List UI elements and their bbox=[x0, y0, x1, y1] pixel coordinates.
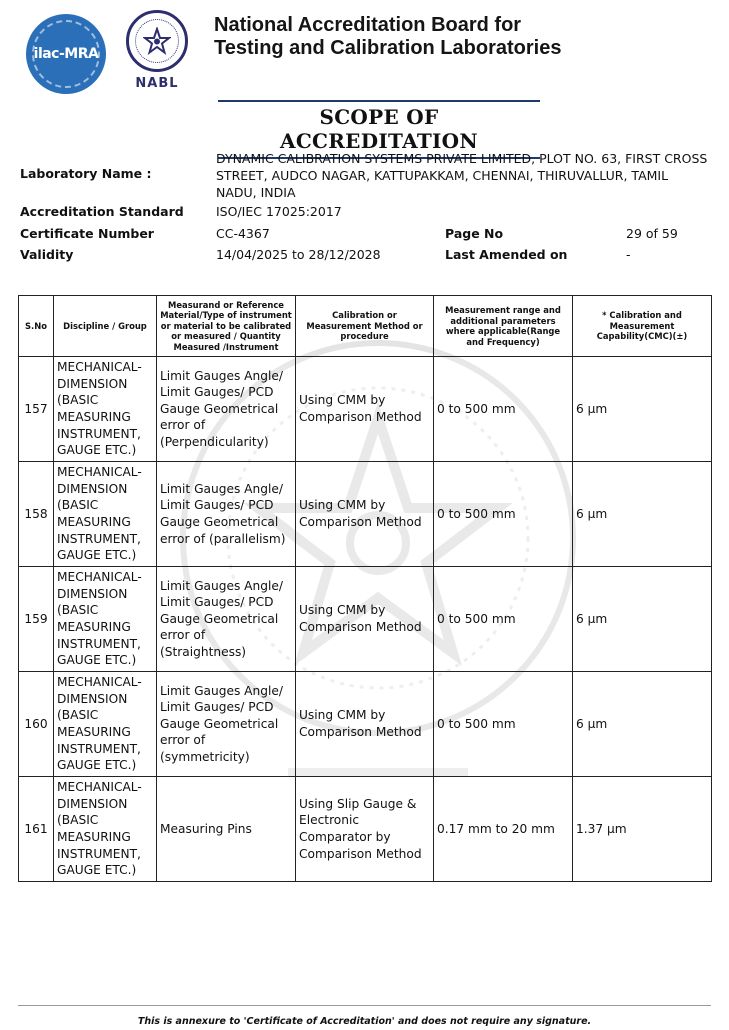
ilac-logo-text: ilac-MRA bbox=[33, 46, 99, 62]
cell-cmc: 6 µm bbox=[573, 357, 712, 462]
table-row bbox=[19, 462, 712, 567]
cell-method: Using CMM by Comparison Method bbox=[296, 567, 434, 672]
nabl-logo bbox=[124, 10, 190, 102]
cell-cmc: 1.37 µm bbox=[573, 777, 712, 882]
cell-range: 0 to 500 mm bbox=[434, 672, 573, 777]
cell-sno: 160 bbox=[19, 672, 54, 777]
ilac-mra-logo bbox=[26, 14, 106, 94]
cell-cmc: 6 µm bbox=[573, 462, 712, 567]
cell-range: 0.17 mm to 20 mm bbox=[434, 777, 573, 882]
cell-measurand: Limit Gauges Angle/ Limit Gauges/ PCD Gauge Geometrical error of (Straightness) bbox=[157, 567, 296, 672]
cell-sno: 157 bbox=[19, 357, 54, 462]
header-discipline: Discipline / Group bbox=[54, 296, 157, 357]
table-row bbox=[19, 567, 712, 672]
board-name bbox=[214, 14, 561, 60]
board-name-line1: National Accreditation Board for bbox=[214, 14, 522, 36]
certificate-label: Certificate Number bbox=[20, 226, 154, 241]
nabl-logo-text: NABL bbox=[135, 76, 179, 91]
cell-method: Using CMM by Comparison Method bbox=[296, 672, 434, 777]
nabl-star-icon bbox=[143, 27, 171, 55]
cell-method: Using CMM by Comparison Method bbox=[296, 357, 434, 462]
cell-range: 0 to 500 mm bbox=[434, 567, 573, 672]
header-sno: S.No bbox=[19, 296, 54, 357]
cell-cmc: 6 µm bbox=[573, 567, 712, 672]
header-measurand: Measurand or Reference Material/Type of instrument or material to be calibrated or measured / Quantity Measured /Instrument bbox=[157, 296, 296, 357]
cell-discipline: MECHANICAL- DIMENSION (BASIC MEASURING INSTRUMENT, GAUGE ETC.) bbox=[54, 777, 157, 882]
cell-sno: 158 bbox=[19, 462, 54, 567]
table-row bbox=[19, 357, 712, 462]
table-header-row bbox=[19, 296, 712, 357]
last-amended-value: - bbox=[626, 247, 631, 262]
cell-range: 0 to 500 mm bbox=[434, 357, 573, 462]
header-cmc: * Calibration and Measurement Capability(CMC)(±) bbox=[573, 296, 712, 357]
header-method: Calibration or Measurement Method or procedure bbox=[296, 296, 434, 357]
footer-note: This is annexure to 'Certificate of Accreditation' and does not require any signature. bbox=[137, 1016, 592, 1027]
footer-divider bbox=[18, 1005, 711, 1006]
nabl-seal-icon bbox=[126, 10, 188, 72]
cell-sno: 161 bbox=[19, 777, 54, 882]
cell-sno: 159 bbox=[19, 567, 54, 672]
cell-measurand: Limit Gauges Angle/ Limit Gauges/ PCD Gauge Geometrical error of (symmetricity) bbox=[157, 672, 296, 777]
cell-method: Using Slip Gauge & Electronic Comparator by Comparison Method bbox=[296, 777, 434, 882]
cell-cmc: 6 µm bbox=[573, 672, 712, 777]
last-amended-label: Last Amended on bbox=[445, 247, 568, 262]
cell-range: 0 to 500 mm bbox=[434, 462, 573, 567]
cell-method: Using CMM by Comparison Method bbox=[296, 462, 434, 567]
cell-measurand: Limit Gauges Angle/ Limit Gauges/ PCD Gauge Geometrical error of (parallelism) bbox=[157, 462, 296, 567]
cell-discipline: MECHANICAL- DIMENSION (BASIC MEASURING INSTRUMENT, GAUGE ETC.) bbox=[54, 567, 157, 672]
table-row bbox=[19, 672, 712, 777]
cell-discipline: MECHANICAL- DIMENSION (BASIC MEASURING INSTRUMENT, GAUGE ETC.) bbox=[54, 462, 157, 567]
validity-label: Validity bbox=[20, 247, 74, 262]
standard-label: Accreditation Standard bbox=[20, 204, 184, 219]
cell-discipline: MECHANICAL- DIMENSION (BASIC MEASURING INSTRUMENT, GAUGE ETC.) bbox=[54, 672, 157, 777]
lab-name-label: Laboratory Name : bbox=[20, 166, 152, 181]
cell-measurand: Limit Gauges Angle/ Limit Gauges/ PCD Gauge Geometrical error of (Perpendicularity) bbox=[157, 357, 296, 462]
cell-discipline: MECHANICAL- DIMENSION (BASIC MEASURING INSTRUMENT, GAUGE ETC.) bbox=[54, 357, 157, 462]
header-range: Measurement range and additional parameters where applicable(Range and Frequency) bbox=[434, 296, 573, 357]
cell-measurand: Measuring Pins bbox=[157, 777, 296, 882]
page-no-value: 29 of 59 bbox=[626, 226, 678, 241]
page-no-label: Page No bbox=[445, 226, 504, 241]
scope-table bbox=[18, 295, 712, 882]
board-name-line2: Testing and Calibration Laboratories bbox=[214, 37, 562, 59]
standard-value: ISO/IEC 17025:2017 bbox=[216, 204, 342, 219]
table-row bbox=[19, 777, 712, 882]
validity-value: 14/04/2025 to 28/12/2028 bbox=[216, 247, 381, 262]
document-title: SCOPE OF ACCREDITATION bbox=[218, 100, 540, 159]
certificate-value: CC-4367 bbox=[216, 226, 270, 241]
lab-name-value: DYNAMIC CALIBRATION SYSTEMS PRIVATE LIMITED, PLOT NO. 63, FIRST CROSS STREET, AUDCO NAGAR, KATTUPAKKAM, CHENNAI, THIRUVALLUR, TAMIL NADU, INDIA bbox=[216, 151, 708, 200]
